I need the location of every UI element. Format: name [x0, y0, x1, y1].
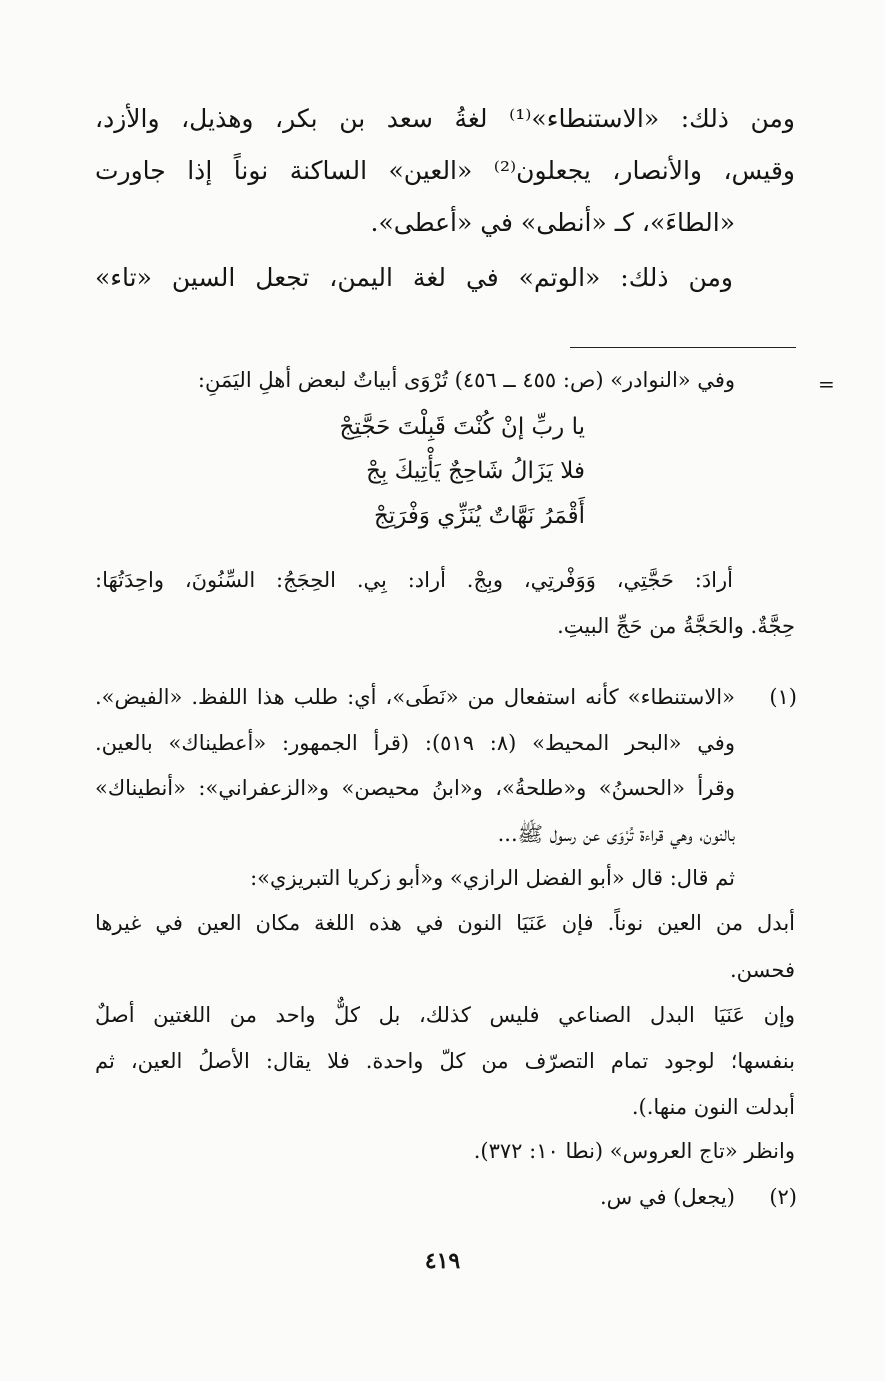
verse-1: يا ربِّ إنْ كُنْتَ قَبِلْتَ حَجَّتِجْ: [339, 414, 585, 440]
continuation-mark: =: [818, 372, 835, 396]
footnote-2-line-1: (يجعل) في س.: [599, 1185, 735, 1209]
main-text-line-4: ومن ذلك: «الوتم» في لغة اليمن، تجعل السين «تاء»: [95, 263, 733, 292]
explanation-line-2: حِجَّةٌ. والحَجَّةُ من حَجِّ البيتِ.: [557, 614, 795, 638]
footnote-1-line-4: بالنون، وهي قراءة تُرْوَى عن رسول ﷺ...: [497, 822, 735, 846]
footnote-separator: [570, 347, 796, 348]
footnote-1-line-3: وقرأ «الحسنُ» و«طلحةُ»، و«ابنُ محيصن» و«الزعفراني»: «أنطيناك»: [95, 776, 735, 800]
verse-2: فلا يَزَالُ شَاحِجٌ يَأْتِيكَ بِجْ: [366, 458, 585, 484]
footnote-1-number: (١): [769, 685, 797, 709]
footnote-1-line-7: فحسن.: [730, 958, 795, 982]
footnote-1-line-5: ثم قال: قال «أبو الفضل الرازي» و«أبو زكريا التبريزي»:: [250, 866, 735, 890]
footnote-1-line-11: وانظر «تاج العروس» (نطا ١٠: ٣٧٢).: [473, 1139, 795, 1163]
footnote-1-line-8: وإن عَنَيَا البدل الصناعي فليس كذلك، بل كلٌّ واحد من اللغتين أصلٌ: [95, 1003, 795, 1027]
footnote-1-line-1: «الاستنطاء» كأنه استفعال من «نَطَى»، أي: طلب هذا اللفظ. «الفيض».: [95, 685, 735, 709]
explanation-line-1: أرادَ: حَجَّتِي، وَوَفْرتِي، وبِجْ. أراد: بِي. الحِجَجُ: السِّنُونَ، واحِدَتُهَا:: [95, 568, 733, 592]
continuation-intro: وفي «النوادر» (ص: ٤٥٥ ــ ٤٥٦) تُرْوَى أبياتٌ لبعض أهلِ اليَمَنِ:: [197, 368, 735, 392]
main-text-line-3: «الطاءَ»، كـ «أنطى» في «أعطى».: [370, 208, 735, 237]
page-number: ٤١٩: [424, 1248, 461, 1274]
footnote-1-line-2: وفي «البحر المحيط» (٨: ٥١٩): (قرأ الجمهور: «أعطيناك» بالعين.: [95, 731, 735, 755]
footnote-1-line-6: أبدل من العين نوناً. فإن عَنَيَا النون في هذه اللغة مكان العين في غيرها: [95, 911, 795, 935]
footnote-1-line-10: أبدلت النون منها.).: [631, 1095, 795, 1119]
verse-3: أَقْمَرُ نَهَّاتٌ يُنَزِّي وَفْرَتِجْ: [373, 503, 585, 529]
footnote-2-number: (٢): [769, 1185, 797, 1209]
footnote-1-line-9: بنفسها؛ لوجود تمام التصرّف من كلّ واحدة. فلا يقال: الأصلُ العين، ثم: [95, 1049, 795, 1073]
main-text-line-1: ومن ذلك: «الاستنطاء»⁽¹⁾ لغةُ سعد بن بكر، وهذيل، والأزد،: [95, 104, 795, 133]
main-text-line-2: وقيس، والأنصار، يجعلون⁽²⁾ «العين» الساكنة نوناً إذا جاورت: [95, 156, 795, 185]
